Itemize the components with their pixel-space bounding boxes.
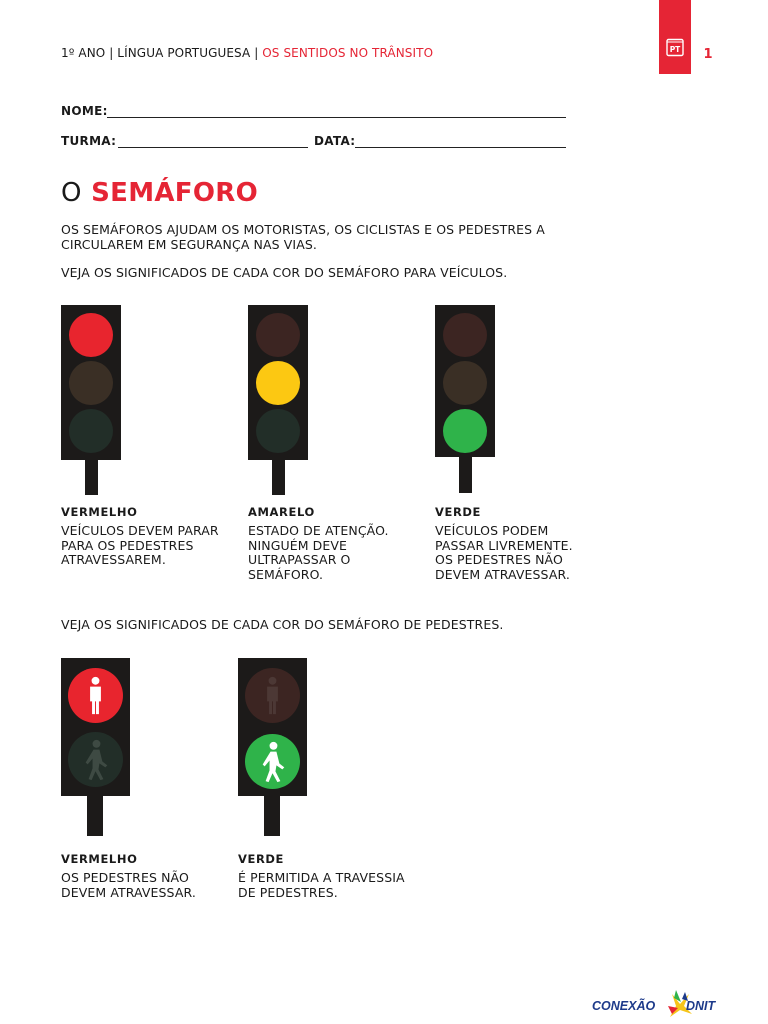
lamp-green-off [68, 732, 123, 787]
pedestrian-light-red [61, 658, 131, 838]
name-field-line[interactable] [107, 117, 566, 118]
running-header [61, 46, 433, 60]
date-field-line[interactable] [355, 147, 566, 148]
caption-vehicle-green [435, 505, 615, 582]
caption-line: VEÍCULOS PODEM [435, 523, 549, 538]
lamp-yellow-on [256, 361, 300, 405]
caption-title: VERMELHO [61, 505, 138, 519]
light-pole [87, 796, 103, 836]
intro-line-2: CIRCULAREM EM SEGURANÇA NAS VIAS. [61, 237, 317, 252]
lamp-green-on [245, 734, 300, 789]
light-pole [85, 460, 98, 495]
caption-text [435, 524, 615, 582]
title-main: SEMÁFORO [91, 178, 258, 208]
lamp-green-off [256, 409, 300, 453]
caption-line: VEÍCULOS DEVEM PARAR [61, 523, 219, 538]
lamp-red-off [256, 313, 300, 357]
intro-line-1: OS SEMÁFOROS AJUDAM OS MOTORISTAS, OS CICLISTAS E OS PEDESTRES A [61, 222, 545, 237]
pedestrian-light-green [238, 658, 308, 838]
caption-line: NINGUÉM DEVE [248, 537, 348, 553]
standing-person-icon [245, 668, 300, 723]
lamp-red-on [69, 313, 113, 357]
caption-title: AMARELO [248, 505, 315, 519]
walking-person-icon [245, 734, 300, 789]
caption-title: VERMELHO [61, 852, 138, 866]
book-icon [666, 38, 684, 57]
caption-pedestrian-green [238, 852, 438, 900]
light-pole [272, 460, 285, 495]
vehicle-light-yellow [248, 305, 308, 495]
lamp-green-on [443, 409, 487, 453]
lamp-yellow-off [443, 361, 487, 405]
caption-line: OS PEDESTRES NÃO [61, 870, 189, 885]
caption-line: ESTADO DE ATENÇÃO. [248, 523, 389, 538]
class-field-line[interactable] [118, 147, 308, 148]
caption-line: SEMÁFORO. [248, 566, 324, 582]
caption-pedestrian-red [61, 852, 231, 900]
caption-line: OS PEDESTRES NÃO [435, 552, 563, 567]
tab-label: PT [669, 45, 681, 54]
caption-line: PASSAR LIVREMENTE. [435, 537, 573, 553]
lamp-red-off [443, 313, 487, 357]
class-label: TURMA: [61, 134, 117, 148]
lamp-red-on [68, 668, 123, 723]
caption-line: ULTRAPASSAR O [248, 552, 351, 567]
caption-text [238, 871, 438, 900]
logo-word-2: DNIT [686, 999, 716, 1013]
caption-line: DEVEM ATRAVESSAR. [435, 566, 570, 582]
light-pole [459, 457, 472, 493]
vehicle-light-green [435, 305, 495, 495]
vehicle-light-red [61, 305, 121, 495]
caption-line: DE PEDESTRES. [238, 884, 338, 900]
lamp-yellow-off [69, 361, 113, 405]
caption-line: PARA OS PEDESTRES [61, 537, 194, 553]
light-pole [264, 796, 280, 836]
intro-paragraph [61, 222, 545, 252]
caption-title: VERDE [238, 852, 285, 866]
lamp-red-off [245, 668, 300, 723]
caption-text [248, 524, 428, 582]
header-topic: OS SENTIDOS NO TRÂNSITO [262, 46, 434, 60]
caption-text [61, 524, 241, 568]
caption-title: VERDE [435, 505, 482, 519]
vehicles-lead: VEJA OS SIGNIFICADOS DE CADA COR DO SEMÁFORO PARA VEÍCULOS. [61, 265, 508, 280]
page-title [61, 178, 258, 208]
standing-person-icon [68, 668, 123, 723]
subject-tab [659, 0, 691, 74]
pedestrians-lead: VEJA OS SIGNIFICADOS DE CADA COR DO SEMÁFORO DE PEDESTRES. [61, 617, 504, 632]
walking-person-icon [68, 732, 123, 787]
caption-line: É PERMITIDA A TRAVESSIA [238, 870, 405, 885]
page-number: 1 [703, 47, 713, 62]
date-label: DATA: [314, 134, 356, 148]
title-article: O [61, 178, 82, 208]
caption-line: ATRAVESSAREM. [61, 552, 166, 567]
caption-vehicle-red [61, 505, 241, 568]
conexao-dnit-logo [592, 984, 724, 1024]
header-subject: 1º ANO | LÍNGUA PORTUGUESA | [61, 46, 263, 60]
name-label: NOME: [61, 104, 108, 118]
caption-vehicle-yellow [248, 505, 428, 582]
logo-word-1: CONEXÃO [592, 999, 656, 1013]
lamp-green-off [69, 409, 113, 453]
caption-text [61, 871, 231, 900]
caption-line: DEVEM ATRAVESSAR. [61, 884, 196, 900]
